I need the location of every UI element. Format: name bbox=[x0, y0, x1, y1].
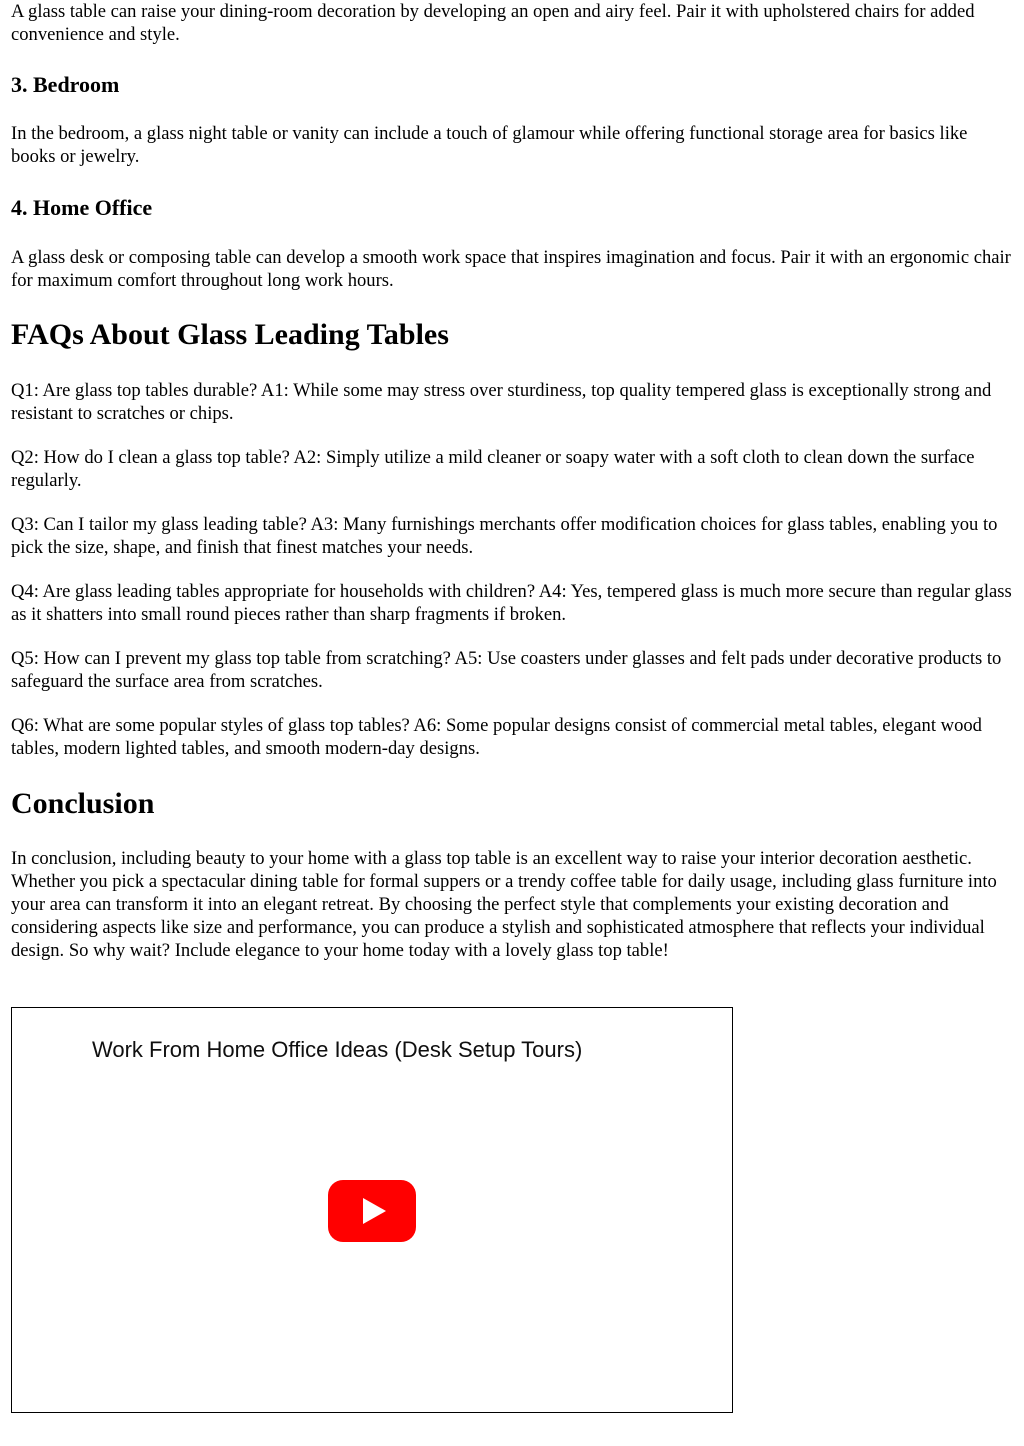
conclusion-heading: Conclusion bbox=[11, 787, 155, 820]
conclusion-paragraph: In conclusion, including beauty to your home with a glass top table is an excellent way to raise your interior decoration aesthetic. Whether you pick a spectacular dining table for formal suppers or a trendy coffee table for daily usage, including glass furniture into your area can transform it into an elegant retreat. By choosing the perfect style that complements your existing decoration and considering aspects like size and performance, you can produce a stylish and sophisticated atmosphere that reflects your individual design. So why wait? Include elegance to your home today with a lovely glass top table! bbox=[11, 848, 997, 961]
home-office-heading: 4. Home Office bbox=[11, 195, 153, 220]
video-title[interactable]: Work From Home Office Ideas (Desk Setup Tours) bbox=[92, 1037, 583, 1062]
youtube-play-icon bbox=[328, 1180, 416, 1242]
bedroom-paragraph: In the bedroom, a glass night table or vanity can include a touch of glamour while offering functional storage area for basics like books or jewelry. bbox=[11, 123, 968, 167]
video-embed[interactable] bbox=[11, 1007, 733, 1413]
faq-item-2: Q2: How do I clean a glass top table? A2: Simply utilize a mild cleaner or soapy water with a soft cloth to clean down the surface regularly. bbox=[11, 447, 975, 491]
faq-item-1: Q1: Are glass top tables durable? A1: While some may stress over sturdiness, top quality tempered glass is exceptionally strong and resistant to scratches or chips. bbox=[11, 380, 992, 424]
youtube-play-button[interactable] bbox=[328, 1180, 416, 1242]
faq-item-3: Q3: Can I tailor my glass leading table? A3: Many furnishings merchants offer modification choices for glass tables, enabling you to pick the size, shape, and finish that finest matches your needs. bbox=[11, 514, 998, 558]
faq-item-5: Q5: How can I prevent my glass top table from scratching? A5: Use coasters under glasses and felt pads under decorative products to safeguard the surface area from scratches. bbox=[11, 648, 1002, 692]
home-office-paragraph: A glass desk or composing table can develop a smooth work space that inspires imagination and focus. Pair it with an ergonomic chair for maximum comfort throughout long work hours. bbox=[11, 247, 1011, 291]
bedroom-heading: 3. Bedroom bbox=[11, 72, 120, 97]
faq-heading: FAQs About Glass Leading Tables bbox=[11, 318, 449, 351]
faq-item-6: Q6: What are some popular styles of glass top tables? A6: Some popular designs consist of commercial metal tables, elegant wood tables, modern lighted tables, and smooth modern-day designs. bbox=[11, 715, 982, 759]
faq-item-4: Q4: Are glass leading tables appropriate for households with children? A4: Yes, tempered glass is much more secure than regular glass as it shatters into small round pieces rather than sharp fragments if broken. bbox=[11, 581, 1012, 625]
intro-paragraph: A glass table can raise your dining-room decoration by developing an open and airy feel. Pair it with upholstered chairs for added convenience and style. bbox=[11, 1, 975, 45]
